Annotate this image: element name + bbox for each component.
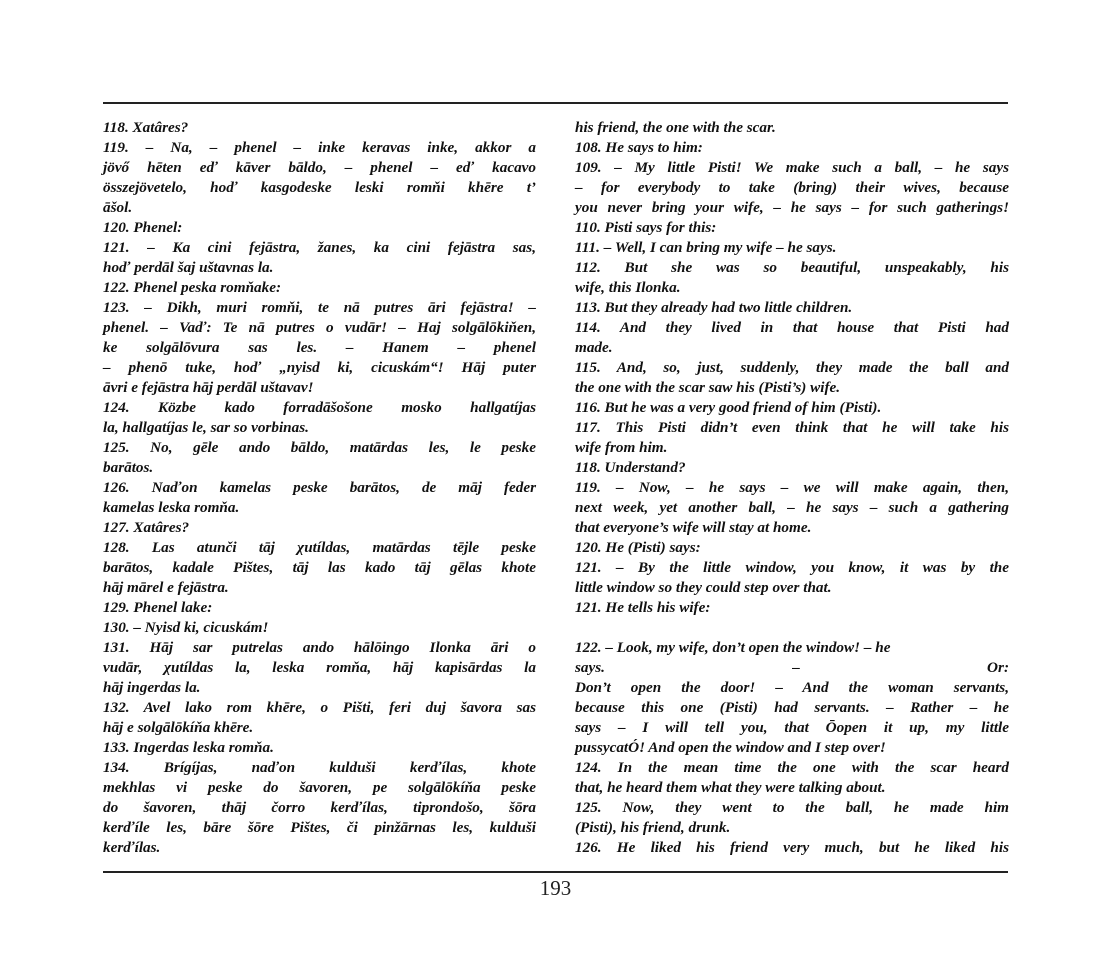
text-line: 112. But she was so beautiful, unspeakably, his [575, 259, 1009, 276]
text-line: his friend, the one with the scar. [575, 119, 776, 136]
text-line: says – I will tell you, that Ōopen it up, my little [575, 719, 1009, 736]
text-line: that everyone’s wife will stay at home. [575, 519, 812, 536]
text-line: kamelas leska romňa. [103, 499, 240, 516]
text-line: 120. Phenel: [103, 219, 183, 236]
text-line: 122. – Look, my wife, don’t open the window! – he [575, 639, 891, 656]
text-line: wife from him. [575, 439, 668, 456]
text-line: – for everybody to take (bring) their wives, because [575, 179, 1009, 196]
text-line: that, he heard them what they were talking about. [575, 779, 886, 796]
text-line: jövő hēten eď kāver bāldo, – phenel – eď kacavo [103, 159, 536, 176]
text-line: 125. No, gēle ando bāldo, matārdas les, le peske [103, 439, 536, 456]
text-line: 118. Xatâres? [103, 119, 189, 136]
top-rule [103, 102, 1008, 104]
text-line: la, hallgatíjas le, sar so vorbinas. [103, 419, 309, 436]
text-line [575, 618, 1009, 638]
text-line: 131. Hāj sar putrelas ando hālōingo Ilonka āri o [103, 639, 536, 656]
text-line: hāj e solgālōkíňa khēre. [103, 719, 254, 736]
text-line: 119. – Now, – he says – we will make again, then, [575, 479, 1009, 496]
bottom-rule [103, 871, 1008, 873]
text-line: 127. Xatâres? [103, 519, 190, 536]
text-line: 121. – Ka cini fejāstra, žanes, ka cini fejāstra sas, [103, 239, 536, 256]
text-line: pussycatÓ! And open the window and I step over! [575, 739, 886, 756]
text-line: 122. Phenel peska romňake: [103, 279, 282, 296]
text-line: 133. Ingerdas leska romňa. [103, 739, 274, 756]
romani-text-column [103, 118, 536, 858]
text-line: do šavoren, thāj čorro kerďílas, tiprondošo, šōra [103, 799, 536, 816]
text-line: 129. Phenel lake: [103, 599, 213, 616]
text-line: 116. But he was a very good friend of him (Pisti). [575, 399, 882, 416]
text-line: āvri e fejāstra hāj perdāl uštavav! [103, 379, 314, 396]
text-line: hāj ingerdas la. [103, 679, 201, 696]
text-line: 132. Avel lako rom khēre, o Pišti, feri duj šavora sas [103, 699, 536, 716]
text-line: because this one (Pisti) had servants. – Rather – he [575, 699, 1009, 716]
text-line: wife, this Ilonka. [575, 279, 681, 296]
text-line: Don’t open the door! – And the woman servants, [575, 679, 1009, 696]
text-line: 123. – Dikh, muri romňi, te nā putres āri fejāstra! – [103, 299, 536, 316]
text-line: the one with the scar saw his (Pisti’s) wife. [575, 379, 841, 396]
text-line: 115. And, so, just, suddenly, they made the ball and [575, 359, 1009, 376]
text-line: 111. – Well, I can bring my wife – he says. [575, 239, 837, 256]
text-line: 134. Brígíjas, naďon kulduši kerďílas, khote [103, 759, 536, 776]
text-line: made. [575, 339, 613, 356]
text-line: mekhlas vi peske do šavoren, pe solgālōkíňa peske [103, 779, 536, 796]
text-line: says. – Or: [575, 659, 1009, 676]
text-line: ke solgālōvura sas les. – Hanem – phenel [103, 339, 536, 356]
text-line: – phenō tuke, hoď „nyisd ki, cicuskám“! Hāj puter [103, 359, 536, 376]
text-line: összejövetelo, hoď kasgodeske leski romňi khēre t’ [103, 179, 536, 196]
text-line: 130. – Nyisd ki, cicuskám! [103, 619, 269, 636]
text-line: 110. Pisti says for this: [575, 219, 717, 236]
text-line: 118. Understand? [575, 459, 686, 476]
text-line: barātos. [103, 459, 154, 476]
text-line: 126. He liked his friend very much, but he liked his [575, 839, 1009, 856]
english-translation-column [575, 118, 1009, 858]
text-line: 120. He (Pisti) says: [575, 539, 701, 556]
text-line: 117. This Pisti didn’t even think that he will take his [575, 419, 1009, 436]
text-line: hāj mārel e fejāstra. [103, 579, 229, 596]
text-line: (Pisti), his friend, drunk. [575, 819, 731, 836]
text-line: 113. But they already had two little children. [575, 299, 853, 316]
text-line: 124. Közbe kado forradāšošone mosko hallgatíjas [103, 399, 536, 416]
text-line: 121. – By the little window, you know, it was by the [575, 559, 1009, 576]
text-line: 119. – Na, – phenel – inke keravas inke, akkor a [103, 139, 536, 156]
text-line: 124. In the mean time the one with the scar heard [575, 759, 1009, 776]
text-line: you never bring your wife, – he says – for such gatherings! [575, 199, 1009, 216]
text-line: 114. And they lived in that house that Pisti had [575, 319, 1009, 336]
text-line: hoď perdāl šaj uštavnas la. [103, 259, 274, 276]
text-line: 108. He says to him: [575, 139, 703, 156]
text-line: 121. He tells his wife: [575, 599, 711, 616]
text-line: vudār, χutíldas la, leska romňa, hāj kapisārdas la [103, 659, 536, 676]
text-line: kerďíle les, bāre šōre Pištes, či pinžārnas les, kulduši [103, 819, 536, 836]
text-line: next week, yet another ball, – he says – such a gathering [575, 499, 1009, 516]
text-line: āšol. [103, 199, 133, 216]
text-line: little window so they could step over that. [575, 579, 832, 596]
text-line: 109. – My little Pisti! We make such a ball, – he says [575, 159, 1009, 176]
page-number: 193 [539, 876, 572, 900]
text-line: 128. Las atunči tāj χutíldas, matārdas tējle peske [103, 539, 536, 556]
text-line: phenel. – Vaď: Te nā putres o vudār! – Haj solgālōkiňen, [103, 319, 536, 336]
text-line: 126. Naďon kamelas peske barātos, de māj feder [103, 479, 536, 496]
text-line: barātos, kadale Pištes, tāj las kado tāj gēlas khote [103, 559, 536, 576]
text-line: 125. Now, they went to the ball, he made him [575, 799, 1009, 816]
text-line: kerďílas. [103, 839, 161, 856]
